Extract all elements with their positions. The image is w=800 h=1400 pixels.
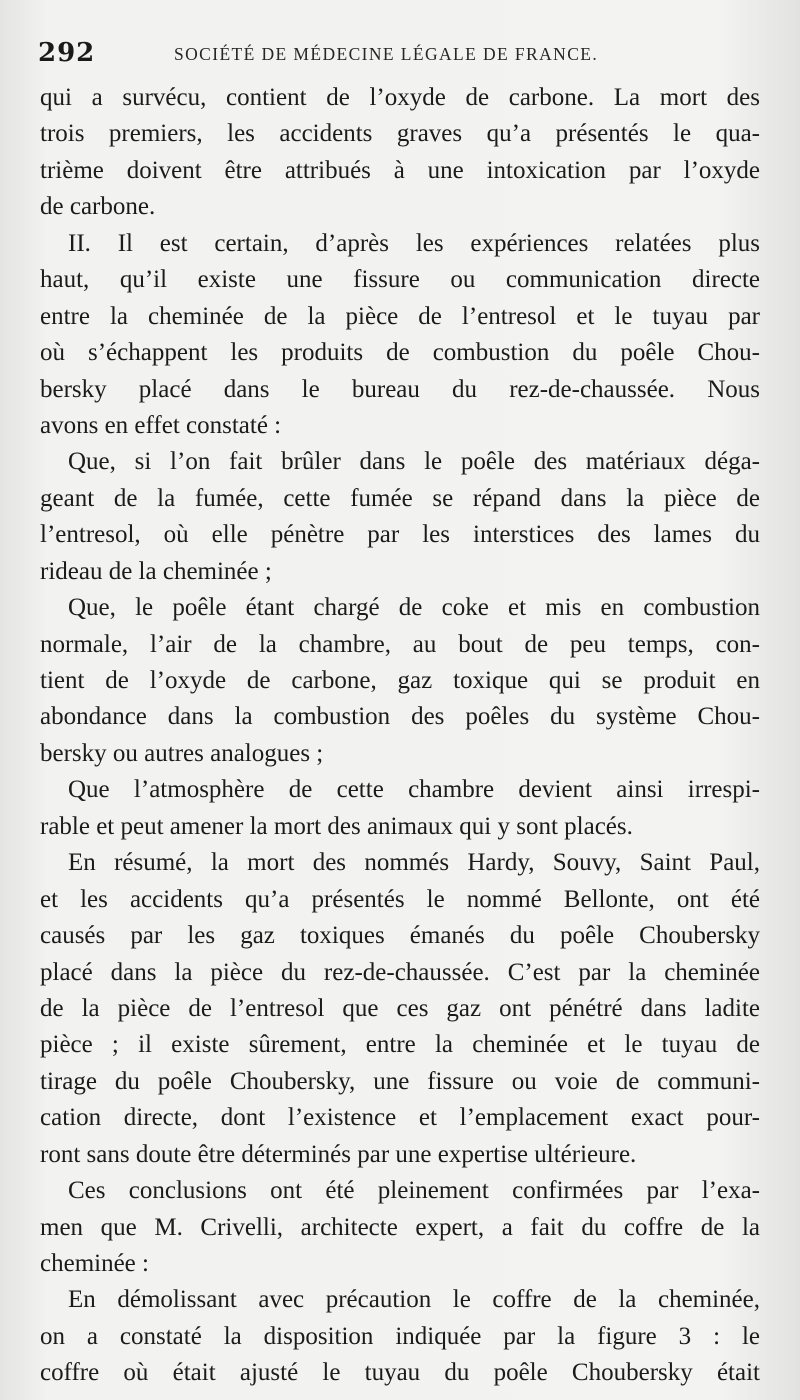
page-number: 292: [38, 38, 96, 68]
text-line: rideau de la cheminée ;: [40, 557, 272, 585]
text-line: En résumé, la mort des nommés Hardy, Souvy, Saint Paul,: [68, 849, 760, 877]
text-line: avons en effet constaté :: [40, 411, 282, 439]
text-line: Que, le poêle étant chargé de coke et mis en combustion: [68, 594, 760, 622]
page-header: [38, 34, 758, 74]
running-title: SOCIÉTÉ DE MÉDECINE LÉGALE DE FRANCE.: [174, 44, 599, 64]
text-line: entre la cheminée de la pièce de l’entresol et le tuyau par: [40, 302, 760, 330]
text-line: de la pièce de l’entresol que ces gaz ont pénétré dans ladite: [40, 994, 760, 1022]
text-line: bersky placé dans le bureau du rez-de-chaussée. Nous: [40, 375, 760, 403]
text-line: cheminée :: [40, 1250, 149, 1277]
text-line: Ces conclusions ont été pleinement confirmées par l’exa-: [68, 1177, 760, 1205]
text-line: pièce ; il existe sûrement, entre la cheminée et le tuyau de: [40, 1031, 760, 1059]
text-line: trième doivent être attribués à une intoxication par l’oxyde: [40, 156, 760, 184]
text-line: Que l’atmosphère de cette chambre devient ainsi irrespi-: [68, 776, 760, 804]
text-line: l’entresol, où elle pénètre par les interstices des lames du: [40, 521, 760, 549]
text-line: haut, qu’il existe une fissure ou communication directe: [40, 266, 760, 294]
text-line: normale, l’air de la chambre, au bout de peu temps, con-: [40, 630, 760, 658]
text-line: placé dans la pièce du rez-de-chaussée. C’est par la cheminée: [40, 958, 760, 986]
text-line: tirage du poêle Choubersky, une fissure ou voie de communi-: [40, 1067, 760, 1095]
text-line: men que M. Crivelli, architecte expert, a fait du coffre de la: [40, 1213, 760, 1241]
text-line: II. Il est certain, d’après les expériences relatées plus: [68, 229, 760, 257]
text-line: qui a survécu, contient de l’oxyde de carbone. La mort des: [40, 84, 760, 111]
text-line: ront sans doute être déterminés par une expertise ultérieure.: [40, 1140, 637, 1168]
text-line: bersky ou autres analogues ;: [40, 739, 324, 767]
text-line: où s’échappent les produits de combustion du poêle Chou-: [40, 339, 760, 367]
text-line: En démolissant avec précaution le coffre de la cheminée,: [68, 1286, 760, 1314]
text-line: on a constaté la disposition indiquée par la figure 3 : le: [40, 1322, 760, 1350]
body-text: [40, 80, 760, 1392]
text-line: et les accidents qu’a présentés le nommé Bellonte, ont été: [40, 885, 760, 913]
text-line: rable et peut amener la mort des animaux qui y sont placés.: [40, 812, 633, 840]
text-line: de carbone.: [40, 193, 156, 221]
text-line: trois premiers, les accidents graves qu’a présentés le qua-: [40, 120, 760, 148]
text-line: coffre où était ajusté le tuyau du poêle Choubersky était: [40, 1359, 760, 1387]
text-line: cation directe, dont l’existence et l’emplacement exact pour-: [40, 1104, 760, 1132]
text-line: geant de la fumée, cette fumée se répand dans la pièce de: [40, 484, 760, 512]
text-line: causés par les gaz toxiques émanés du poêle Choubersky: [40, 922, 760, 950]
text-line: abondance dans la combustion des poêles du système Chou-: [40, 703, 760, 731]
text-line: tient de l’oxyde de carbone, gaz toxique qui se produit en: [40, 667, 760, 694]
text-line: Que, si l’on fait brûler dans le poêle des matériaux déga-: [68, 448, 760, 476]
